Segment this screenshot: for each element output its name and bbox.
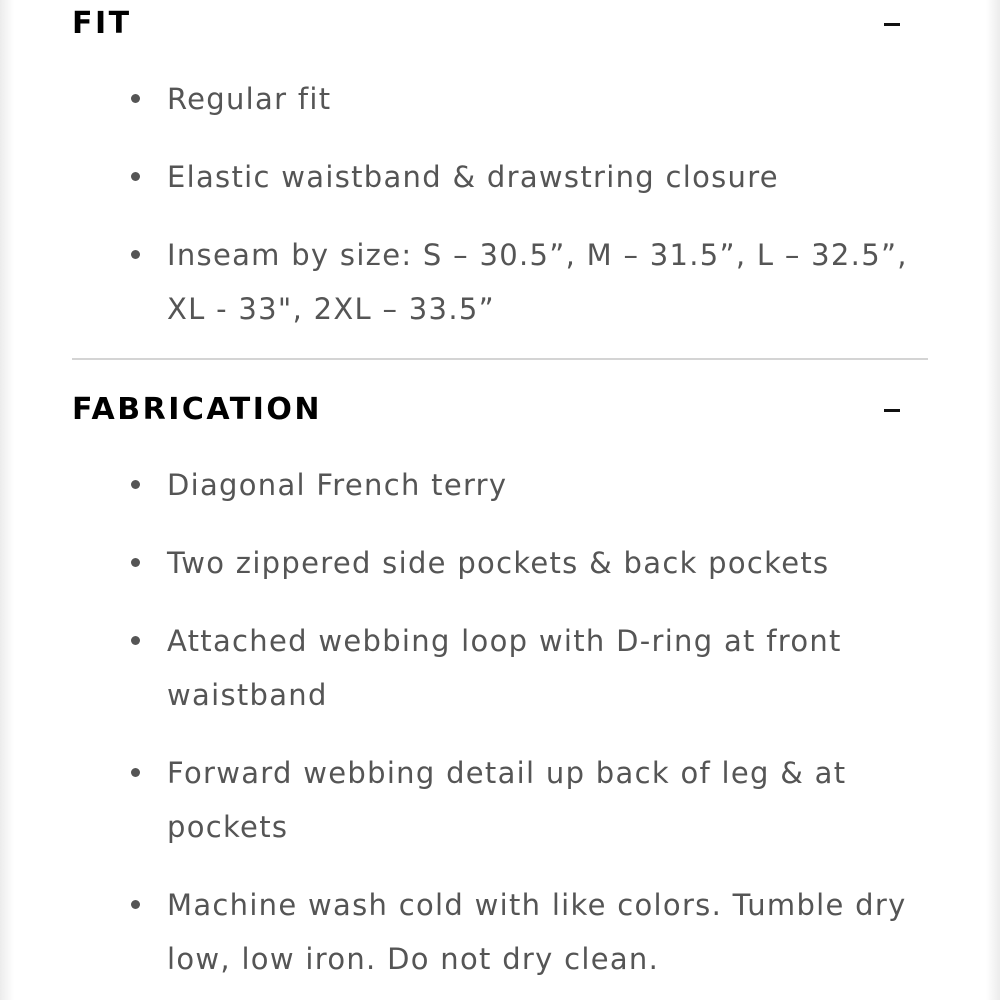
fit-item-text: Inseam by size: S – 30.5”, M – 31.5”, L – 32.5”, XL - 33", 2XL – 33.5” <box>167 238 908 326</box>
fabrication-item-text: Machine wash cold with like colors. Tumble dry low, low iron. Do not dry clean. <box>167 888 907 976</box>
fit-item-text: Elastic waistband & drawstring closure <box>167 160 779 194</box>
page-edge-shadow-left <box>0 0 14 1000</box>
section-divider <box>72 358 928 360</box>
fit-accordion-header[interactable] <box>72 4 928 44</box>
bullet-dot-icon <box>131 636 140 645</box>
fabrication-item-text: Forward webbing detail up back of leg & at pockets <box>167 756 847 844</box>
bullet-dot-icon <box>131 558 140 567</box>
fabrication-list-item <box>72 614 928 722</box>
page-edge-shadow-right <box>986 0 1000 1000</box>
fit-bullet-list <box>72 72 928 360</box>
bullet-dot-icon <box>131 250 140 259</box>
fit-item-text: Regular fit <box>167 82 332 116</box>
fabrication-list-item <box>72 746 928 854</box>
bullet-dot-icon <box>131 900 140 909</box>
fabrication-list-item <box>72 458 928 512</box>
fit-list-item <box>72 228 928 336</box>
fabrication-section-title: FABRICATION <box>72 392 323 427</box>
fit-accordion-section <box>72 4 928 326</box>
fabrication-collapse-minus-icon[interactable] <box>884 409 900 412</box>
fabrication-list-item <box>72 536 928 590</box>
bullet-dot-icon <box>131 768 140 777</box>
fabrication-accordion-section <box>72 390 928 976</box>
fabrication-accordion-header[interactable] <box>72 390 928 430</box>
fit-list-item <box>72 72 928 126</box>
fit-section-title: FIT <box>72 6 132 41</box>
fabrication-item-text: Attached webbing loop with D-ring at front waistband <box>167 624 842 712</box>
fabrication-bullet-list <box>72 458 928 1000</box>
fit-collapse-minus-icon[interactable] <box>884 23 900 26</box>
bullet-dot-icon <box>131 480 140 489</box>
fabrication-item-text: Two zippered side pockets & back pockets <box>167 546 830 580</box>
bullet-dot-icon <box>131 94 140 103</box>
fabrication-list-item <box>72 878 928 986</box>
bullet-dot-icon <box>131 172 140 181</box>
fabrication-item-text: Diagonal French terry <box>167 468 508 502</box>
fit-list-item <box>72 150 928 204</box>
